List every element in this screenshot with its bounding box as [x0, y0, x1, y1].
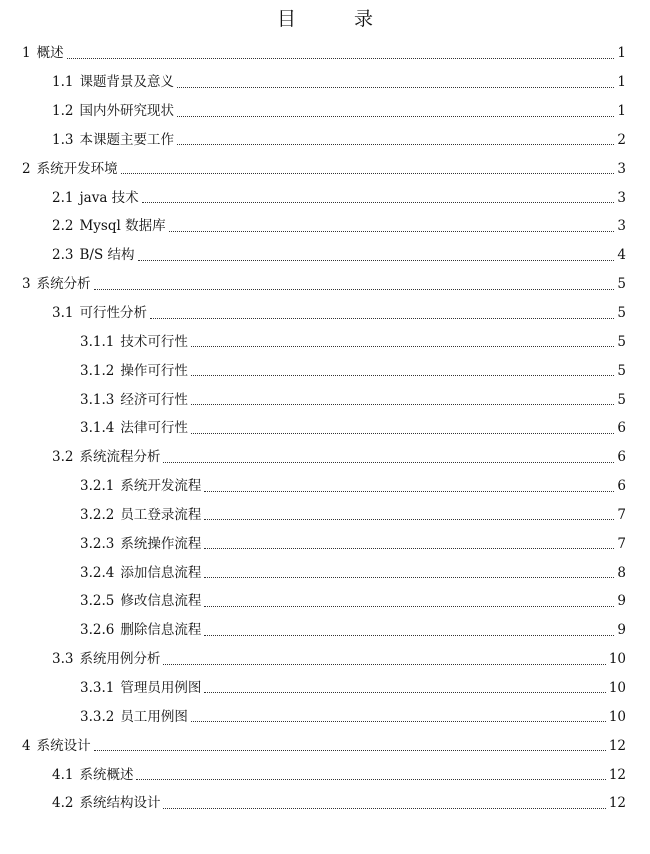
toc-entry-number: 3.2.1: [80, 478, 115, 495]
toc-entry-label: 删除信息流程: [120, 622, 202, 639]
toc-entry[interactable]: [0, 702, 650, 731]
dot-leader: [204, 635, 614, 636]
toc-entry-page: 5: [617, 362, 626, 379]
dot-leader: [163, 664, 605, 665]
toc-entry-page: 7: [617, 506, 626, 523]
toc-entry-number: 4.2: [52, 795, 74, 812]
dot-leader: [177, 144, 614, 145]
dot-leader: [204, 606, 614, 607]
toc-entry[interactable]: [0, 414, 650, 443]
toc-entry-page: 1: [617, 45, 626, 62]
toc-entry-number: 1.3: [52, 131, 74, 148]
dot-leader: [67, 58, 615, 59]
toc-entry[interactable]: [0, 212, 650, 241]
toc-entry-page: 9: [617, 622, 626, 639]
toc-entry-number: 3: [22, 276, 31, 293]
toc-entry-number: 1: [22, 45, 31, 62]
dot-leader: [169, 231, 615, 232]
toc-entry-label: 系统用例分析: [79, 651, 161, 668]
toc-entry[interactable]: [0, 241, 650, 270]
toc-entry-number: 3.3: [52, 651, 74, 668]
toc-entry-page: 1: [617, 103, 626, 120]
toc-entry-page: 4: [617, 247, 626, 264]
toc-entry[interactable]: [0, 472, 650, 501]
toc-entry-page: 9: [617, 593, 626, 610]
dot-leader: [163, 462, 614, 463]
toc-entry[interactable]: [0, 97, 650, 126]
toc-entry-page: 5: [617, 391, 626, 408]
toc-entry-page: 6: [617, 478, 626, 495]
toc-entry-number: 2: [22, 160, 31, 177]
toc-entry-page: 10: [608, 679, 626, 696]
toc-entry[interactable]: [0, 183, 650, 212]
dot-leader: [142, 202, 615, 203]
dot-leader: [204, 519, 614, 520]
dot-leader: [121, 173, 615, 174]
toc-entry-label: 修改信息流程: [120, 593, 202, 610]
toc-entry-number: 4.1: [52, 766, 74, 783]
toc-entry-page: 10: [608, 651, 626, 668]
dot-leader: [191, 375, 615, 376]
toc-entry-page: 2: [617, 131, 626, 148]
dot-leader: [94, 750, 606, 751]
toc-entry-page: 12: [608, 766, 626, 783]
toc-entry-label: 系统操作流程: [120, 535, 202, 552]
dot-leader: [204, 491, 614, 492]
toc-entry-number: 4: [22, 737, 31, 754]
toc-entry-number: 3.2.6: [80, 622, 115, 639]
toc-entry-number: 1.1: [52, 74, 74, 91]
dot-leader: [191, 433, 615, 434]
toc-entry[interactable]: [0, 299, 650, 328]
dot-leader: [191, 721, 606, 722]
dot-leader: [204, 692, 605, 693]
toc-entry[interactable]: [0, 356, 650, 385]
toc-entry-label: Mysql 数据库: [79, 218, 166, 235]
toc-entry-number: 3.2.2: [80, 506, 115, 523]
toc-entry-label: B/S 结构: [79, 247, 135, 264]
toc-entry-number: 3.1.2: [80, 362, 115, 379]
toc-entry-label: 概述: [36, 45, 64, 62]
toc-entry-label: 系统开发流程: [120, 478, 202, 495]
toc-entry-page: 6: [617, 420, 626, 437]
dot-leader: [204, 548, 614, 549]
toc-entry-label: 经济可行性: [120, 391, 188, 408]
dot-leader: [177, 116, 614, 117]
toc-entry-page: 3: [617, 218, 626, 235]
toc-entry-number: 3.3.1: [80, 679, 115, 696]
toc-entry-number: 1.2: [52, 103, 74, 120]
toc-entry[interactable]: [0, 327, 650, 356]
toc-entry-label: 法律可行性: [120, 420, 188, 437]
toc-entry-label: 员工用例图: [120, 708, 188, 725]
toc-entry-page: 8: [617, 564, 626, 581]
toc-entry[interactable]: [0, 443, 650, 472]
toc-entry-page: 6: [617, 449, 626, 466]
toc-entry-label: 技术可行性: [120, 333, 188, 350]
toc-entry-number: 3.1.4: [80, 420, 115, 437]
toc-entry-number: 3.1.1: [80, 333, 115, 350]
toc-entry[interactable]: [0, 154, 650, 183]
toc-entry-label: 操作可行性: [120, 362, 188, 379]
toc-entry[interactable]: [0, 385, 650, 414]
dot-leader: [94, 289, 615, 290]
toc-entry-label: 添加信息流程: [120, 564, 202, 581]
toc-entry-label: 本课题主要工作: [79, 131, 174, 148]
toc-entry-label: 系统结构设计: [79, 795, 161, 812]
toc-list: [0, 39, 650, 818]
toc-entry-page: 12: [608, 795, 626, 812]
toc-entry-label: 课题背景及意义: [79, 74, 174, 91]
toc-entry[interactable]: [0, 558, 650, 587]
dot-leader: [150, 318, 614, 319]
toc-entry-label: 可行性分析: [79, 305, 147, 322]
toc-entry-page: 10: [608, 708, 626, 725]
toc-entry-page: 7: [617, 535, 626, 552]
toc-entry[interactable]: [0, 731, 650, 760]
dot-leader: [191, 404, 615, 405]
toc-entry[interactable]: [0, 616, 650, 645]
toc-entry-number: 3.2.5: [80, 593, 115, 610]
toc-entry[interactable]: [0, 645, 650, 674]
toc-entry-label: 系统设计: [36, 737, 91, 754]
dot-leader: [177, 87, 614, 88]
toc-entry-label: java 技术: [79, 189, 139, 206]
toc-entry[interactable]: [0, 39, 650, 68]
dot-leader: [136, 779, 605, 780]
toc-entry-page: 3: [617, 189, 626, 206]
toc-entry-label: 系统分析: [36, 276, 91, 293]
toc-entry[interactable]: [0, 68, 650, 97]
toc-entry-number: 2.2: [52, 218, 74, 235]
dot-leader: [191, 346, 615, 347]
toc-entry-label: 员工登录流程: [120, 506, 202, 523]
toc-entry-label: 系统开发环境: [36, 160, 118, 177]
dot-leader: [138, 260, 615, 261]
toc-entry-page: 1: [617, 74, 626, 91]
toc-entry-page: 3: [617, 160, 626, 177]
toc-entry-number: 3.1.3: [80, 391, 115, 408]
toc-entry[interactable]: [0, 126, 650, 155]
toc-title: 目 录: [276, 8, 400, 30]
toc-entry-label: 系统概述: [79, 766, 134, 783]
toc-entry-page: 5: [617, 305, 626, 322]
toc-entry[interactable]: [0, 270, 650, 299]
toc-entry-page: 12: [608, 737, 626, 754]
toc-entry-page: 5: [617, 276, 626, 293]
toc-entry-label: 国内外研究现状: [79, 103, 174, 120]
toc-entry-number: 3.2: [52, 449, 74, 466]
toc-entry-page: 5: [617, 333, 626, 350]
toc-entry-number: 3.1: [52, 305, 74, 322]
toc-entry-label: 系统流程分析: [79, 449, 161, 466]
toc-entry-number: 3.3.2: [80, 708, 115, 725]
toc-entry[interactable]: [0, 674, 650, 703]
toc-entry-number: 2.1: [52, 189, 74, 206]
toc-entry-number: 2.3: [52, 247, 74, 264]
dot-leader: [163, 808, 605, 809]
toc-entry-label: 管理员用例图: [120, 679, 202, 696]
toc-entry-number: 3.2.3: [80, 535, 115, 552]
toc-entry-number: 3.2.4: [80, 564, 115, 581]
dot-leader: [204, 577, 614, 578]
toc-entry[interactable]: [0, 587, 650, 616]
toc-entry[interactable]: [0, 501, 650, 530]
toc-entry[interactable]: [0, 760, 650, 789]
toc-entry[interactable]: [0, 789, 650, 818]
toc-entry[interactable]: [0, 529, 650, 558]
